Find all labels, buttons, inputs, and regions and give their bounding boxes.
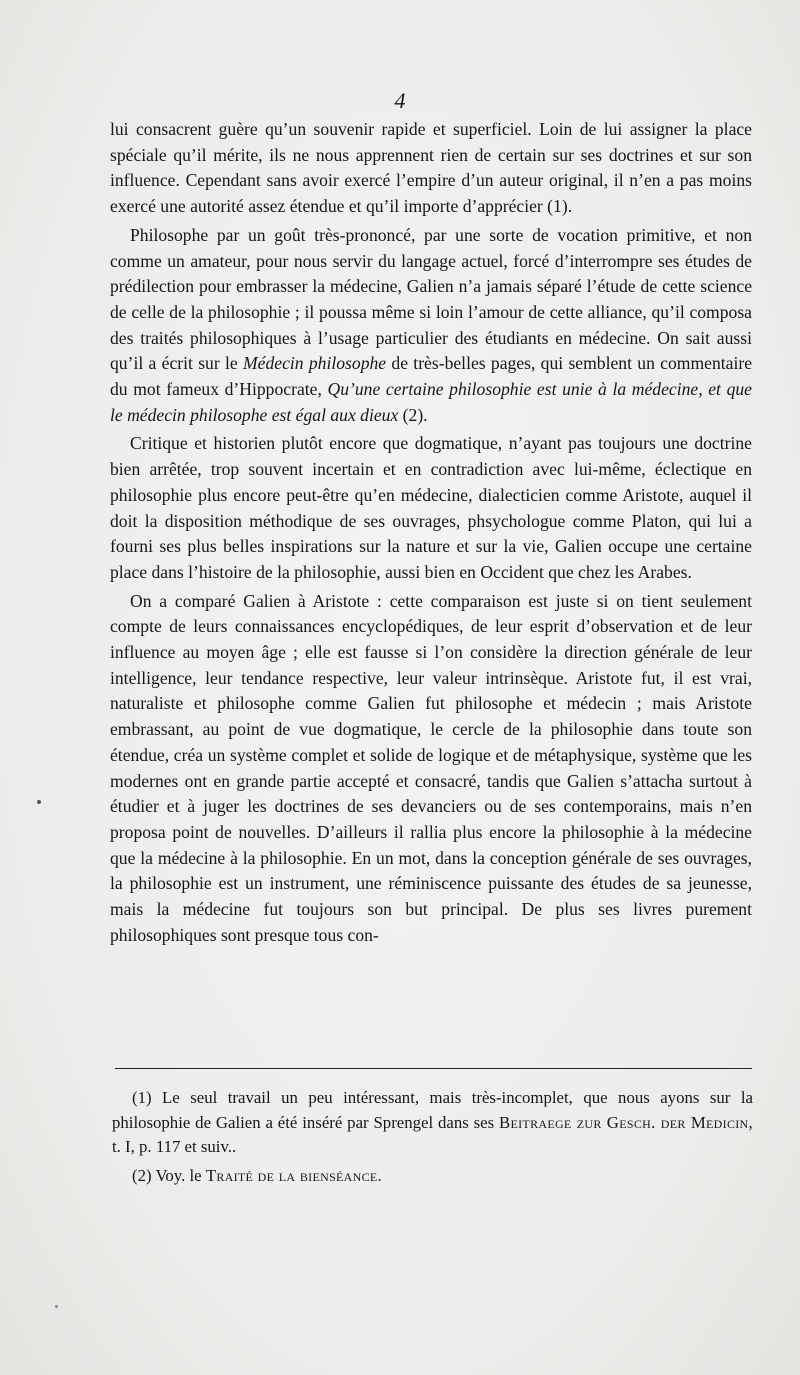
main-text bbox=[110, 117, 752, 949]
footnote-separator bbox=[115, 1068, 752, 1069]
footnote-2 bbox=[112, 1164, 753, 1189]
footnote-2-title: Traité de la bienséance. bbox=[205, 1165, 383, 1185]
page-number: 4 bbox=[394, 88, 406, 113]
footnote-1-ref: t. I, p. 117 et suiv.. bbox=[112, 1137, 237, 1156]
footnote-ref-2: (2). bbox=[402, 404, 428, 425]
footnote-1-text: (1) Le seul travail un peu intéressant, mais très-incomplet, que nous ayons sur la philosophie de Galien a été inséré par Sprengel dans ses bbox=[112, 1088, 753, 1132]
paragraph-2 bbox=[110, 223, 752, 429]
paragraph-1: lui consacrent guère qu’un souvenir rapide et superficiel. Loin de lui assigner la place spéciale qu’il mérite, ils ne nous apprennent rien de certain sur ses doctrines et sur son influence. Cependant sans avoir exercé l’empire d’un auteur original, il n’en a pas moins exercé une autorité assez étendue et qu’il importe d’apprécier (1). bbox=[110, 119, 752, 217]
footnote-2-text: (2) Voy. le bbox=[132, 1165, 202, 1185]
italic-title-medecin-philosophe: Médecin philosophe bbox=[243, 353, 387, 374]
paragraph-3: Critique et historien plutôt encore que dogmatique, n’ayant pas toujours une doctrine bien arrêtée, trop souvent incertain et en contradiction avec lui-même, éclectique en philosophie plus encore peut-être qu’en médecine, dialecticien comme Aristote, auquel il doit la disposition méthodique de ses ouvrages, phsychologue comme Platon, qui lui a fourni ses plus belles inspirations sur la nature et sur la vie, Galien occupe une certaine place dans l’histoire de la philosophie, aussi bien en Occident que chez les Arabes. bbox=[110, 433, 752, 582]
paragraph-4: On a comparé Galien à Aristote : cette comparaison est juste si on tient seulement compte de leurs connaissances encyclopédiques, de leur esprit d’observation et de leur influence au moyen âge ; elle est fausse si l’on considère la direction générale de leur intelligence, leur tendance respective, leur valeur intrinsèque. Aristote fut, il est vrai, naturaliste et philosophe comme Galien fut philosophe et médecin ; mais Aristote embrassant, au point de vue dogmatique, le cercle de la philosophie dans toute son étendue, créa un système complet et solide de logique et de métaphysique, système que les modernes ont en grande partie accepté et consacré, tandis que Galien s’attacha surtout à étudier et à juger les doctrines de ses devanciers ou de ses contemporains, mais n’en proposa point de nouvelles. D’ailleurs il rallia plus encore la philosophie à la médecine que la médecine à la philosophie. En un mot, dans la conception générale de ses ouvrages, la philosophie est un instrument, une réminiscence puissante des études de sa jeunesse, mais la médecine fut toujours son but principal. De plus ses livres purement philosophiques sont presque tous con- bbox=[110, 590, 752, 945]
paper-speck bbox=[55, 1305, 58, 1308]
footnote-1-title: Beitraege zur Gesch. der Medicin, bbox=[499, 1112, 754, 1132]
paragraph-2-text-a: Philosophe par un goût très-prononcé, par une sorte de vocation primitive, et non comme un amateur, pour nous servir du langage actuel, forcé d’interrompre ses études de prédilection pour embrasser la médecine, Galien n’a jamais séparé l’étude de cette science de celle de la philosophie ; il poussa même si loin l’amour de cette alliance, qu’il composa des traités philosophiques à l’usage particulier des étudiants en médecine. On sait aussi qu’il a écrit sur le bbox=[110, 224, 752, 374]
footnote-1 bbox=[112, 1086, 753, 1160]
footnotes bbox=[112, 1086, 753, 1192]
italic-quotation-hippocrate: Qu’une certaine philosophie est unie à la médecine, et que le médecin philosophe est égal aux dieux bbox=[110, 379, 752, 425]
paragraph-2-text-b: de très-belles pages, qui semblent un commentaire du mot fameux d’Hippocrate, bbox=[110, 353, 752, 400]
paper-speck bbox=[37, 800, 41, 804]
